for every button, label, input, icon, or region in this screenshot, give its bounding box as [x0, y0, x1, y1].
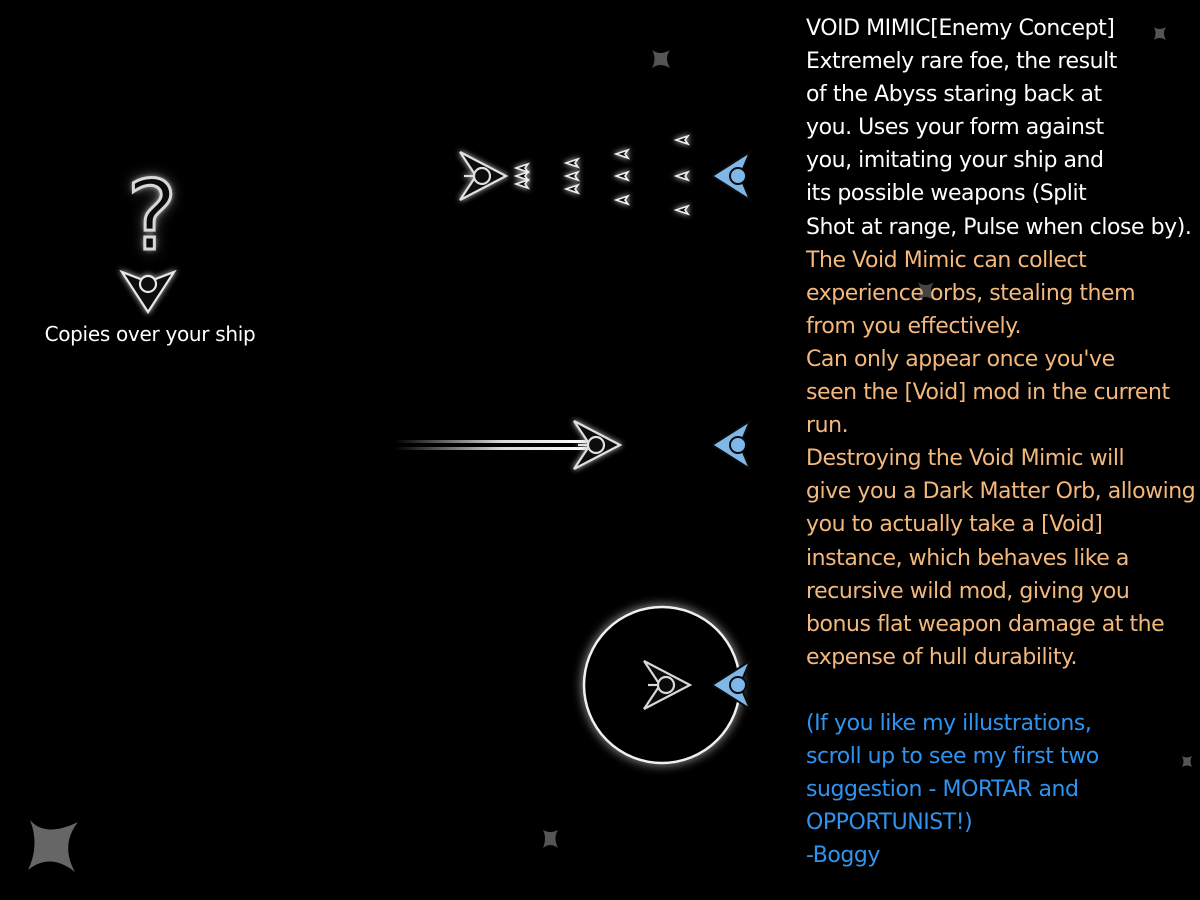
- mimic-ship-icon: [122, 272, 174, 312]
- description-line: Extremely rare foe, the result: [806, 49, 1117, 75]
- mechanics-line: recursive wild mod, giving you: [806, 578, 1130, 604]
- mimic-ship-icon: [460, 152, 506, 200]
- description-line: you, imitating your ship and: [806, 148, 1104, 174]
- player-ship-icon: [712, 152, 750, 200]
- laser-beam-icon: [395, 440, 590, 450]
- mechanics-line: experience orbs, stealing them: [806, 280, 1136, 306]
- author-note-line: scroll up to see my first two: [806, 743, 1099, 769]
- question-mark-icon: ?: [126, 160, 178, 272]
- mechanics-line: instance, which behaves like a: [806, 545, 1129, 571]
- mechanics-line: Destroying the Void Mimic will: [806, 446, 1125, 472]
- player-ship-icon: [712, 421, 750, 469]
- description-line: its possible weapons (Split: [806, 181, 1087, 207]
- author-note-line: OPPORTUNIST!): [806, 810, 973, 836]
- author-note-line: (If you like my illustrations,: [806, 710, 1092, 736]
- mechanics-line: give you a Dark Matter Orb, allowing: [806, 479, 1196, 505]
- mechanics-line: Can only appear once you've: [806, 346, 1115, 372]
- description-line: you. Uses your form against: [806, 115, 1104, 141]
- mechanics-line: The Void Mimic can collect: [806, 247, 1087, 273]
- mechanics-line: bonus flat weapon damage at the: [806, 611, 1165, 637]
- mechanics-line: expense of hull durability.: [806, 644, 1077, 670]
- author-note-line: suggestion - MORTAR and: [806, 777, 1079, 803]
- mechanics-line: seen the [Void] mod in the current: [806, 380, 1170, 406]
- description-line: Shot at range, Pulse when close by).: [806, 214, 1192, 240]
- author-signature: -Boggy: [806, 843, 880, 869]
- description-line: of the Abyss staring back at: [806, 82, 1102, 108]
- mechanics-line: run.: [806, 413, 849, 439]
- split-shot-projectile-icon: [516, 136, 688, 214]
- author-note-block: [806, 707, 1196, 872]
- concept-description-panel: [806, 12, 1196, 872]
- enemy-title: VOID MIMIC[Enemy Concept]: [806, 16, 1115, 41]
- ship-caption: Copies over your ship: [44, 322, 256, 346]
- mimic-ship-icon: [574, 421, 620, 469]
- mechanics-line: you to actually take a [Void]: [806, 512, 1103, 538]
- mechanics-line: from you effectively.: [806, 313, 1022, 339]
- mechanics-block: [806, 244, 1196, 674]
- description-block: [806, 12, 1196, 244]
